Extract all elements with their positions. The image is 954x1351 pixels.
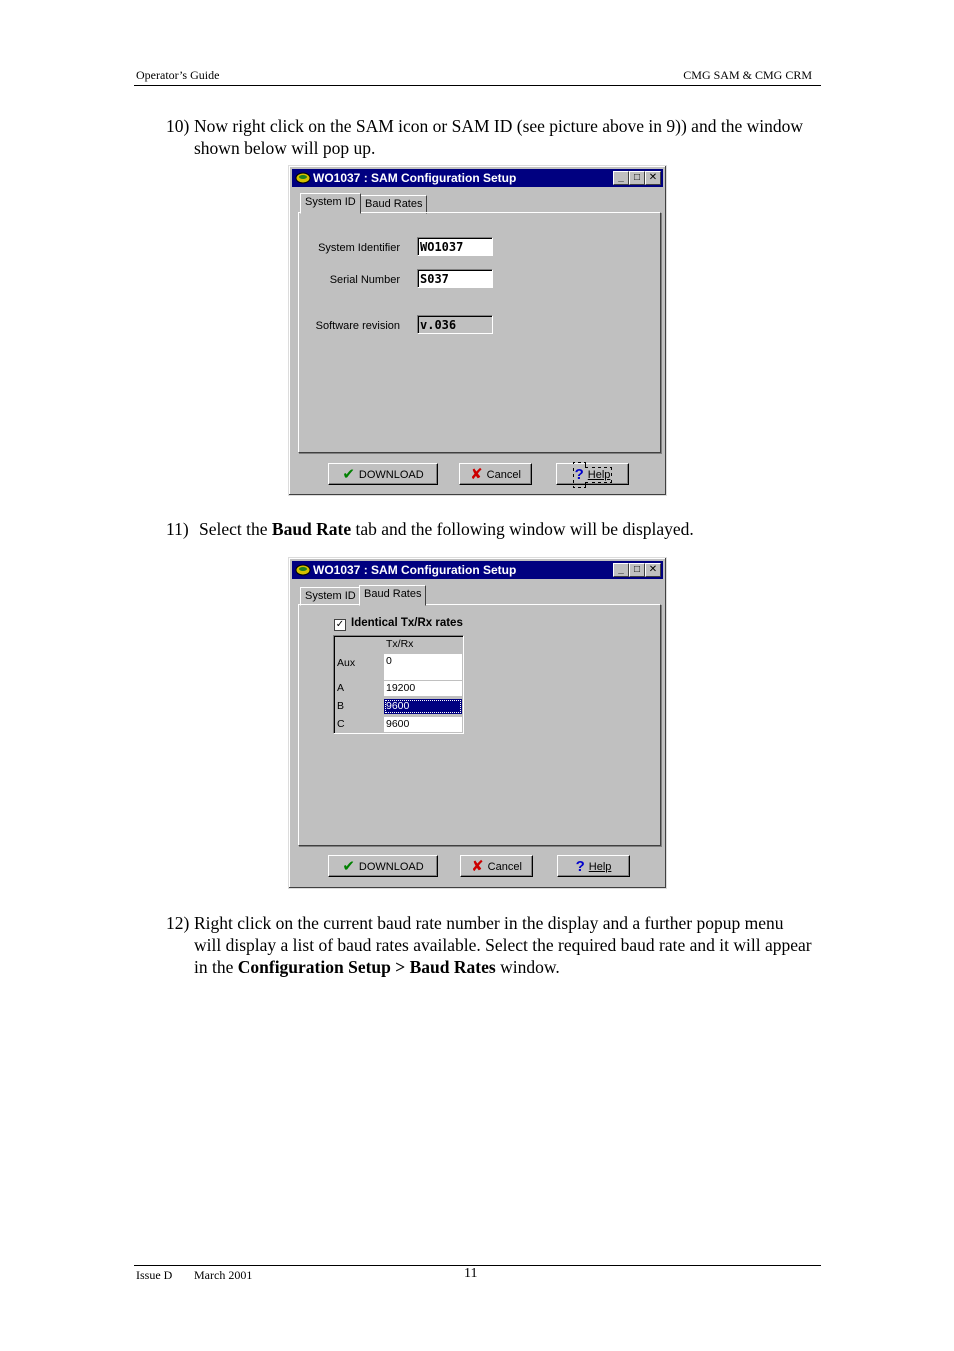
baud-rate-table [333, 635, 464, 734]
footer-date: March 2001 [194, 1268, 253, 1282]
step-text-post: tab and the following window will be displayed. [351, 519, 694, 539]
config-window-system-id [288, 165, 667, 496]
step-text-bold: Configuration Setup > Baud Rates [237, 957, 496, 977]
row-label-aux: Aux [337, 657, 356, 669]
step-text-post: window. [495, 957, 560, 977]
rate-cell-a[interactable]: 19200 [384, 681, 462, 696]
tab-panel [298, 212, 661, 453]
software-revision-label: Software revision [315, 320, 400, 332]
step-text [199, 518, 819, 540]
help-label: Help [588, 861, 612, 873]
footer-issue: Issue D [136, 1268, 173, 1282]
step-text-pre: Right click on the current baud rate number in the display and a further popup menu will display a list of baud rates available. Select the required baud rate and it will appear in the [194, 913, 812, 977]
download-label: DOWNLOAD [358, 861, 424, 873]
identical-rates-checkbox[interactable]: ✓ [335, 619, 345, 630]
close-icon[interactable]: ✕ [645, 563, 661, 577]
serial-number-label: Serial Number [329, 274, 400, 286]
sam-app-icon [295, 563, 311, 576]
cancel-button[interactable] [460, 855, 533, 877]
rate-cell-c[interactable]: 9600 [384, 717, 462, 732]
cancel-x-icon: ✘ [470, 466, 483, 484]
step-number: 12) [166, 913, 190, 933]
download-label: DOWNLOAD [358, 469, 424, 481]
maximize-icon[interactable]: □ [629, 171, 645, 185]
system-identifier-field[interactable]: WO1037 [417, 237, 493, 256]
software-revision-field: v.036 [417, 315, 493, 334]
step-text: Now right click on the SAM icon or SAM ID (see picture above in 9)) and the window shown below will pop up. [194, 116, 803, 158]
row-label-c: C [337, 718, 345, 730]
window-title: WO1037 : SAM Configuration Setup [313, 563, 517, 577]
help-label: Help [587, 469, 611, 481]
minimize-icon[interactable]: _ [613, 171, 629, 185]
cancel-button[interactable] [459, 463, 532, 485]
checkmark-icon: ✔ [342, 466, 355, 484]
config-window-baud-rates [288, 557, 667, 889]
serial-number-field[interactable]: S037 [417, 269, 493, 288]
rate-cell-aux[interactable]: 0 [384, 654, 462, 680]
help-button[interactable] [556, 463, 629, 485]
page-number: 11 [464, 1266, 478, 1281]
step-text-bold: Baud Rate [271, 519, 352, 539]
row-label-a: A [337, 682, 345, 694]
step-text-pre: Select the [199, 519, 272, 539]
tab-baud-rates[interactable]: Baud Rates [359, 585, 426, 606]
question-mark-icon: ? [574, 466, 584, 484]
step-text [194, 912, 814, 978]
help-button[interactable] [557, 855, 630, 877]
rate-cell-b[interactable]: 9600 [384, 699, 462, 714]
close-icon[interactable]: ✕ [645, 171, 661, 185]
title-bar[interactable] [292, 561, 663, 579]
window-title: WO1037 : SAM Configuration Setup [313, 171, 517, 185]
step-number: 10) [166, 116, 190, 136]
step-number: 11) [166, 519, 189, 539]
title-bar[interactable] [292, 169, 663, 187]
cancel-label: Cancel [486, 469, 521, 481]
header-left: Operator’s Guide [136, 68, 220, 82]
identical-rates-label: Identical Tx/Rx rates [351, 617, 463, 629]
tab-system-id[interactable]: System ID [300, 193, 361, 214]
system-identifier-label: System Identifier [318, 242, 400, 254]
column-header-txrx: Tx/Rx [386, 638, 414, 650]
cancel-label: Cancel [487, 861, 522, 873]
header-rule [134, 85, 821, 86]
maximize-icon[interactable]: □ [629, 563, 645, 577]
question-mark-icon: ? [575, 858, 585, 876]
cancel-x-icon: ✘ [471, 858, 484, 876]
tab-system-id[interactable]: System ID [300, 587, 361, 606]
minimize-icon[interactable]: _ [613, 563, 629, 577]
download-button[interactable] [328, 463, 438, 485]
download-button[interactable] [328, 855, 438, 877]
tab-baud-rates[interactable]: Baud Rates [360, 195, 427, 214]
footer-rule [134, 1265, 821, 1266]
header-right: CMG SAM & CMG CRM [683, 68, 812, 82]
checkmark-icon: ✔ [342, 858, 355, 876]
tab-panel [298, 604, 661, 846]
row-label-b: B [337, 700, 345, 712]
sam-app-icon [295, 171, 311, 184]
